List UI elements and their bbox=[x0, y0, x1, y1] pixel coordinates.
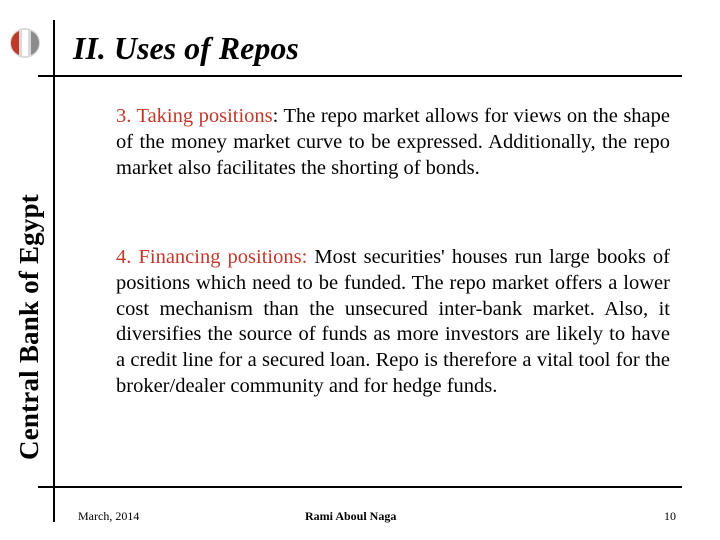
paragraph-financing-positions bbox=[116, 245, 670, 400]
page-number: 10 bbox=[664, 509, 676, 523]
footer-rule bbox=[38, 486, 682, 488]
lead-taking-positions: 3. Taking positions bbox=[116, 105, 273, 127]
side-label: Central Bank of Egypt bbox=[14, 194, 44, 460]
footer-date: March, 2014 bbox=[78, 509, 140, 523]
paragraph-taking-positions bbox=[116, 104, 670, 181]
header-rule bbox=[38, 75, 682, 77]
footer-author: Rami Aboul Naga bbox=[305, 509, 397, 523]
body-financing-positions: Most securities' houses run large books of positions which need to be funded. The repo market offers a lower cost mechanism than the unsecured inter-bank market. Also, it diversifies the source of funds as more investors are likely to have a credit line for a secured loan. Repo is therefore a vital tool for the broker/dealer community and for hedge funds. bbox=[116, 246, 670, 397]
central-bank-logo-icon bbox=[8, 26, 42, 60]
vertical-divider bbox=[53, 20, 55, 522]
slide-title: II. Uses of Repos bbox=[73, 30, 299, 66]
body-taking-positions: : The repo market allows for views on the shape of the money market curve to be expressed. Additionally, the repo market also facilitates the shorting of bonds. bbox=[116, 105, 670, 179]
lead-financing-positions: 4. Financing positions: bbox=[116, 246, 308, 268]
